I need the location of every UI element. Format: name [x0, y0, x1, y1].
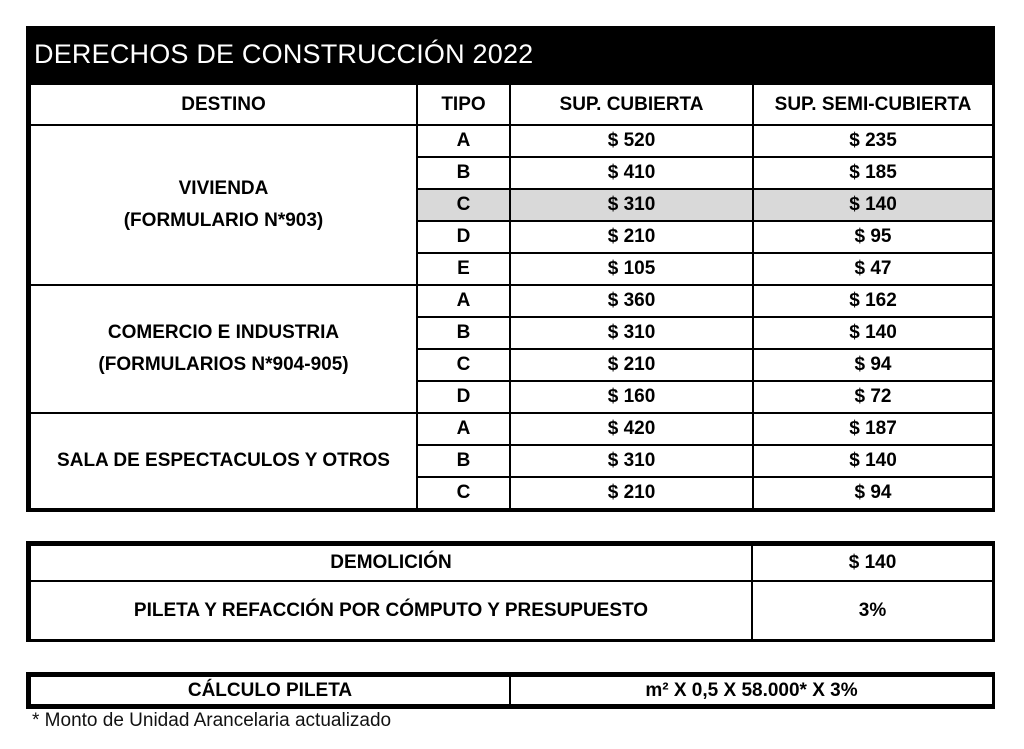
calculo-value: m² X 0,5 X 58.000* X 3%	[510, 676, 993, 705]
tipo-cell: B	[417, 445, 510, 477]
rates-table-frame	[26, 83, 995, 512]
tipo-cell: C	[417, 189, 510, 221]
destino-line1: COMERCIO E INDUSTRIA	[107, 322, 340, 343]
tipo-cell: C	[417, 477, 510, 509]
rates-table	[29, 83, 994, 510]
pileta-label: PILETA Y REFACCIÓN POR CÓMPUTO Y PRESUPUESTO	[30, 581, 752, 640]
destino-line1: VIVIENDA	[178, 178, 269, 199]
header-semi: SUP. SEMI-CUBIERTA	[753, 84, 993, 125]
demolicion-label: DEMOLICIÓN	[30, 545, 752, 581]
table-row	[30, 413, 993, 445]
semi-cell: $ 94	[753, 477, 993, 509]
semi-cell: $ 235	[753, 125, 993, 157]
cubierta-cell: $ 420	[510, 413, 753, 445]
cubierta-cell: $ 520	[510, 125, 753, 157]
cubierta-cell: $ 210	[510, 221, 753, 253]
cubierta-cell: $ 210	[510, 349, 753, 381]
cubierta-cell: $ 160	[510, 381, 753, 413]
page-title	[26, 26, 995, 83]
table-row	[30, 545, 993, 581]
title-text: DERECHOS DE CONSTRUCCIÓN 2022	[34, 39, 534, 69]
cubierta-cell: $ 105	[510, 253, 753, 285]
tipo-cell: E	[417, 253, 510, 285]
extras-table-frame	[26, 541, 995, 642]
extras-table	[29, 544, 994, 641]
tipo-cell: B	[417, 317, 510, 349]
calculo-table-frame	[26, 672, 995, 709]
destino-line2: (FORMULARIOS N*904-905)	[98, 354, 349, 375]
table-row	[30, 581, 993, 640]
semi-cell: $ 94	[753, 349, 993, 381]
table-row	[30, 125, 993, 157]
destino-vivienda	[30, 125, 417, 285]
footnote: * Monto de Unidad Arancelaria actualizado	[32, 710, 392, 731]
table-row	[30, 285, 993, 317]
semi-cell: $ 162	[753, 285, 993, 317]
cubierta-cell: $ 310	[510, 445, 753, 477]
semi-cell: $ 140	[753, 317, 993, 349]
destino-comercio	[30, 285, 417, 413]
destino-line1: SALA DE ESPECTACULOS Y OTROS	[57, 450, 390, 471]
semi-cell: $ 95	[753, 221, 993, 253]
tipo-cell: A	[417, 125, 510, 157]
semi-cell: $ 72	[753, 381, 993, 413]
tipo-cell: D	[417, 381, 510, 413]
semi-cell: $ 185	[753, 157, 993, 189]
table-header-row	[30, 84, 993, 125]
semi-cell: $ 187	[753, 413, 993, 445]
cubierta-cell: $ 210	[510, 477, 753, 509]
tipo-cell: C	[417, 349, 510, 381]
demolicion-value: $ 140	[752, 545, 993, 581]
pileta-value: 3%	[752, 581, 993, 640]
semi-cell: $ 140	[753, 189, 993, 221]
cubierta-cell: $ 310	[510, 189, 753, 221]
table-row	[30, 676, 993, 705]
tipo-cell: B	[417, 157, 510, 189]
destino-sala	[30, 413, 417, 509]
cubierta-cell: $ 360	[510, 285, 753, 317]
semi-cell: $ 47	[753, 253, 993, 285]
calculo-table	[29, 675, 994, 706]
tipo-cell: A	[417, 285, 510, 317]
header-tipo: TIPO	[417, 84, 510, 125]
calculo-label: CÁLCULO PILETA	[30, 676, 510, 705]
semi-cell: $ 140	[753, 445, 993, 477]
header-cubierta: SUP. CUBIERTA	[510, 84, 753, 125]
destino-line2: (FORMULARIO N*903)	[123, 210, 324, 231]
tipo-cell: A	[417, 413, 510, 445]
cubierta-cell: $ 310	[510, 317, 753, 349]
header-destino: DESTINO	[30, 84, 417, 125]
tipo-cell: D	[417, 221, 510, 253]
cubierta-cell: $ 410	[510, 157, 753, 189]
